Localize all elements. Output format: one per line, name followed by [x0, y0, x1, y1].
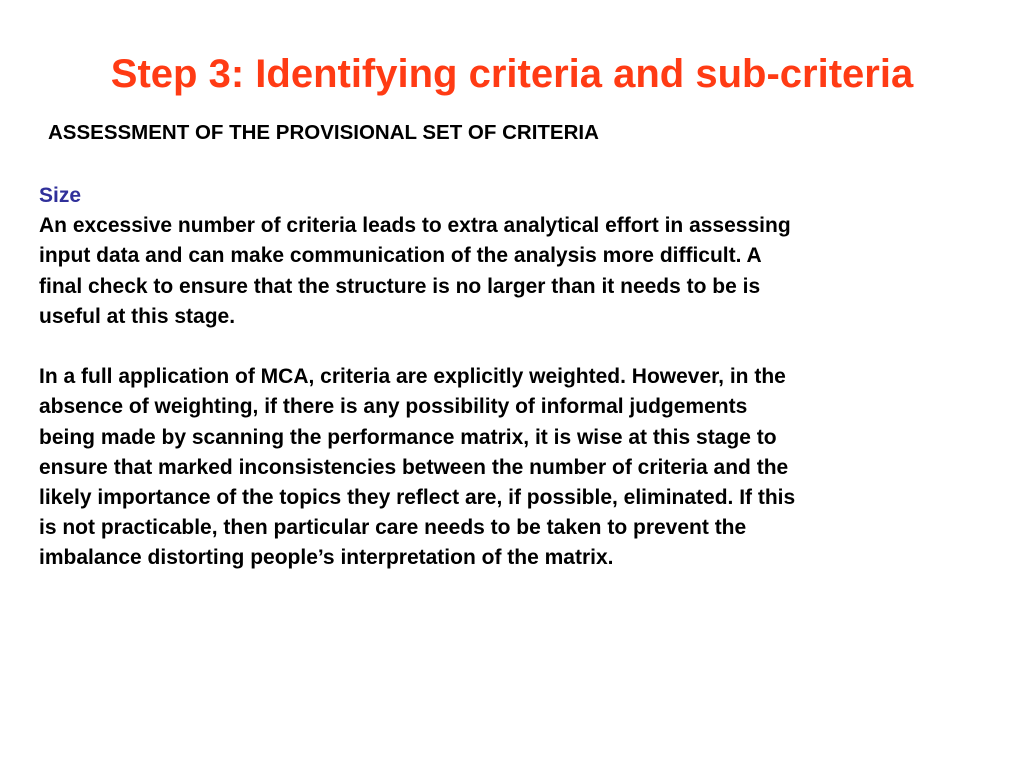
slide-title: Step 3: Identifying criteria and sub-criteria [110, 52, 914, 96]
paragraph-spacer [39, 332, 989, 362]
paragraph-line: In a full application of MCA, criteria are explicitly weighted. However, in the [39, 365, 786, 389]
paragraph-line: likely importance of the topics they reflect are, if possible, eliminated. If this [39, 486, 796, 510]
paragraph-line: absence of weighting, if there is any possibility of informal judgements [39, 395, 748, 419]
slide-subtitle: ASSESSMENT OF THE PROVISIONAL SET OF CRITERIA [48, 121, 599, 144]
paragraph-line: final check to ensure that the structure is no larger than it needs to be is [39, 274, 761, 298]
paragraph-line: imbalance distorting people’s interpretation of the matrix. [39, 546, 614, 570]
paragraph-line: being made by scanning the performance matrix, it is wise at this stage to [39, 425, 777, 449]
paragraph-line: input data and can make communication of the analysis more difficult. A [39, 244, 762, 268]
paragraph-line: ensure that marked inconsistencies between the number of criteria and the [39, 455, 789, 479]
section-heading-size: Size [39, 184, 82, 207]
paragraph-line: An excessive number of criteria leads to extra analytical effort in assessing [39, 214, 791, 238]
slide-body [39, 181, 989, 574]
paragraph-size [39, 211, 989, 332]
paragraph-line: useful at this stage. [39, 304, 236, 328]
paragraph-weighting [39, 362, 989, 573]
paragraph-line: is not practicable, then particular care needs to be taken to prevent the [39, 516, 747, 540]
